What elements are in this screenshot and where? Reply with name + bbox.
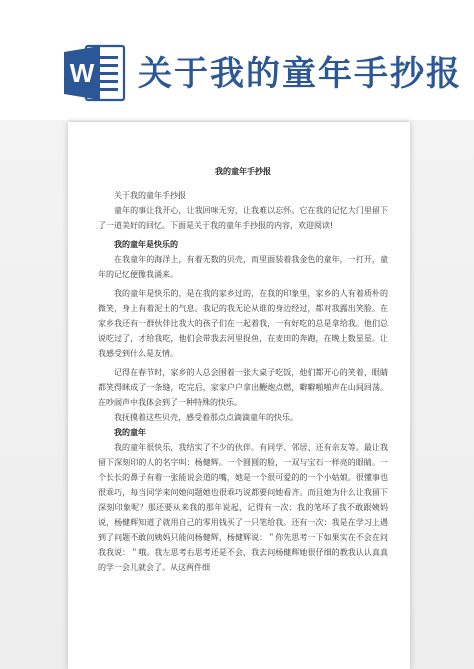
document-content (98, 164, 388, 575)
header-banner (0, 0, 474, 120)
paragraph: 我的童年很快乐，我结实了不少的伙伴。有同学、邻居、还有亲友等。最让我留下深刻印的人的名字叫：杨健辉。一个圆圆的脸，一双与宝石一样亮的眼睛。一个长长的鼻子有着一张能说会道的嘴，她是一个很可爱的的一个小姑娘。很懂事也很乖巧，每当同学来问她问题她也很乖巧说都要问她看齐。而且她为什么让我留下深刻印象呢？那还要从来我的那年说起，记得有一次：我的笔坏了我不敢跟姨妈说，杨健辉知道了就用自己的零用钱买了一只笔给我。还有一次：我是在学习上遇到了问题不敢问姨妈只能问杨健辉，杨健辉说：＂你先思考一下如果实在不会在问我我说：＂哦。我左思考右思考还是不会，我去问杨健辉她很仔细的教我认认真真的学一会儿就会了。从这两件细 (98, 443, 388, 572)
section-heading: 我的童年是快乐的 (114, 240, 178, 249)
paragraph: 在我童年的海洋上，有着无数的贝壳，而里面装着我金色的童年，一打开，童年的记忆便像我涌来。 (98, 255, 388, 279)
section-heading: 我的童年 (114, 428, 146, 437)
word-document-icon (62, 40, 128, 106)
paragraph: 记得在春节时，家乡的人总会围着一张大桌子吃饭，他们都开心的笑着，眼睛都笑得眯成了一条缝，吃完后，家家户户拿出鞭炮点燃，噼噼啪啪声在山间回荡。在吵闹声中我体会到了一种特殊的快乐。 (98, 368, 388, 407)
paragraph: 我抚摸着这些贝壳，感受着那点点滴滴童年的快乐。 (114, 413, 298, 422)
paragraph: 童年的事让我开心，让我回味无穷，让我难以忘怀。它在我的记忆大门里留下了一道美好的回忆。下面是关于我的童年手抄报的内容，欢迎阅读! (98, 206, 388, 230)
document-title: 我的童年手抄报 (215, 167, 271, 176)
word-icon-letter: W (69, 58, 95, 88)
document-subtitle: 关于我的童年手抄报 (114, 191, 186, 200)
page-title: 关于我的童年手抄报 (138, 54, 462, 94)
paragraph: 我的童年是快乐的，是在我的家乡过的，在我的印象里，家乡的人有着质朴的微笑，身上有着泥土的气息。我记的我无论从谁的身边经过，都对我露出笑脸。在家乡我还有一群伙伴比我大的孩子们在一起着我，一有好吃的总是拿给我。他们总说吃过了，才给我吃，他们会带我去河里捉鱼，在麦田的奔跑，在晚上数星星。让我感受到什么是友情。 (98, 289, 388, 358)
